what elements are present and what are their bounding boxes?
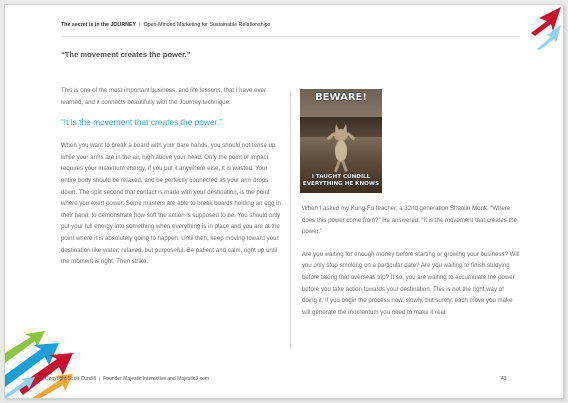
kung-fu-teacher-paragraph: When I asked my Kung-Fu teacher, a 32nd generation Shaolin Monk: “Where does this power come from?” He answered: “It is the movement that creates the power.” [302,205,518,236]
footer-separator: | [98,376,101,382]
running-footer [45,376,209,382]
footer-company: Founder Majestic Interactive and Majestic3.com [103,376,210,382]
meme-caption-bottom [300,174,382,188]
corner-arrows-top-right-icon [525,5,563,51]
column-divider [290,92,291,347]
meme-caption-bottom-line2: EVERYTHING HE KNOWS [302,181,380,187]
footer-copyright: Copyright Scott Cundill [45,376,96,382]
header-rule [61,36,519,37]
left-column [61,85,281,268]
page-number: 43 [501,376,507,382]
section-title: “The movement creates the power.” [61,50,191,59]
kung-fu-cat-icon [326,123,356,173]
header-title: The secret is in the JOURNEY [61,22,137,28]
waiting-paragraph: Are you waiting for enough money before starting or growing your business? Will you only stop smoking on a particular date? Are you waiting to finish studying before taking that overseas trip? If so, you are waiting to accumulate the power before you take action towards your destination. This is not the right way of doing it. If you begin the process now, slowly, but surely, each move you make will generate the momentum you need to make it real. [302,250,520,316]
meme-caption-bottom-line1: I TAUGHT CUNDILL [311,174,371,180]
header-subtitle: Open-Minded Marketing for Sustainable Relationships [143,22,271,28]
pull-quote: “It is the movement that creates the power.” [61,117,223,128]
right-column [302,203,520,329]
kung-fu-cat-meme-image [300,89,382,193]
intro-paragraph: This is one of the most important business, and life lessons, that I have ever learned, and it connects beautifully with the Journey technique: [61,87,266,106]
body-paragraph: When you want to break a board with your bare hands, you should not tense up while your arms are in the air, high above your head. Only the point of impact requires your maximum energy, if you put it anywhere else, it is wasted. Your entire body should be relaxed, and be perfectly connected as your arm drops down. The split second that contact is made with your destination, is the point where you exert power. Some masters are able to break boards holding an egg in their hand, to demonstrate how soft the action is supposed to be. You should only put your full energy into something when everything is in place and you are at the point where it is absolutely going to happen. Until then, keep moving toward your destination like water: relaxed, but purposeful. Be patient and calm, right up until the moment is right. Then strike. [61,142,281,266]
meme-caption-top: BEWARE! [315,92,367,103]
running-header [61,22,270,28]
header-separator: | [139,22,141,28]
document-page [4,4,564,399]
corner-arrows-bottom-left-icon [5,323,81,399]
